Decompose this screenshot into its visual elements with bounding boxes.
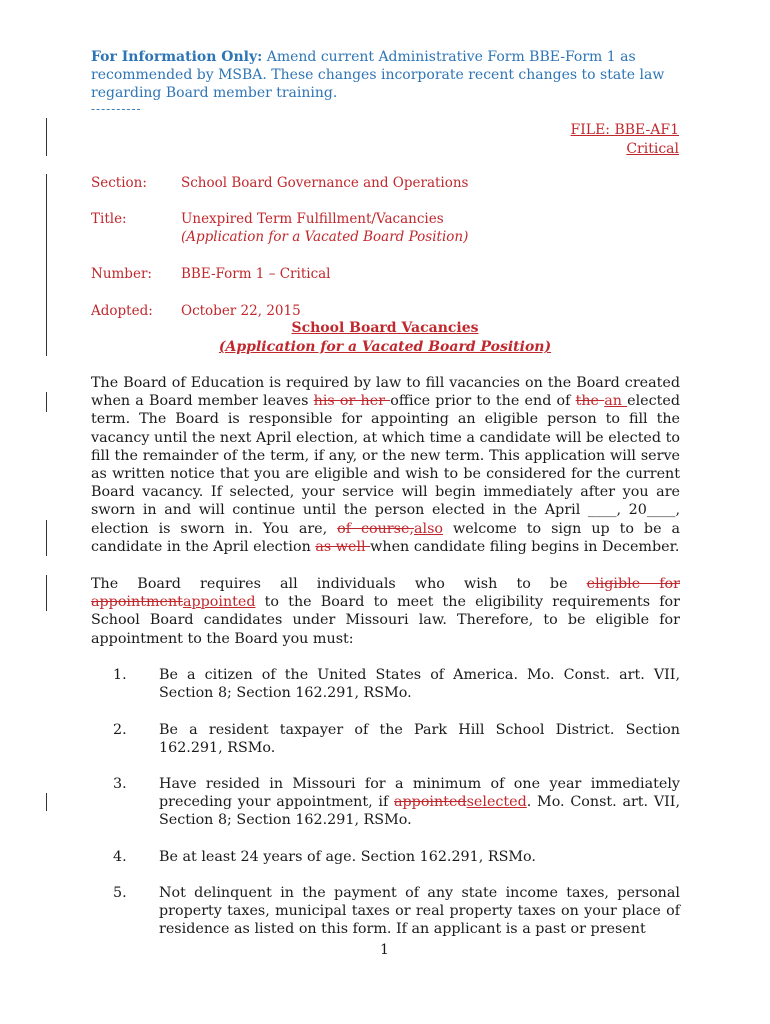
item-number: 3. [113,776,127,792]
inserted-text: selected [466,794,527,811]
item-number: 4. [113,849,127,865]
item-text: Be a citizen of the United States of America. Mo. Const. art. VII, Section 8; Section 162.291, RSMo. [159,667,680,702]
item-number: 5. [113,885,127,901]
item-number: 1. [113,667,127,683]
text-run: welcome to sign up to be a candidate in the April election [91,520,680,555]
title-label: Title: [91,211,127,227]
paragraph-requirements [91,575,680,648]
title-main: School Board Vacancies [291,320,479,336]
section-label: Section: [91,175,147,191]
text-run: elected term. The Board is responsible for appointing an eligible person to fill the vacancy until the next April election, at which time a candidate will be elected to fill the remainder of the term, if any, or the new term. This application will serve as written notice that you are eligible and wish to be considered for the current Board vacancy. If selected, your service will begin immediately after you are sworn in and will continue until the person elected in the April ____, 20____, election is sworn in. You are, [91,393,680,537]
item-text: Not delinquent in the payment of any state income taxes, personal property taxes, municipal taxes or real property taxes on your place of residence as listed on this form. If an applicant is a past or present [159,885,680,938]
change-bar [46,392,47,412]
item-text: Be a resident taxpayer of the Park Hill School District. Section 162.291, RSMo. [159,722,680,757]
number-value: BBE-Form 1 – Critical [181,266,331,282]
text-run: The Board of Education is required by law to fill vacancies on the Board created when a Board member leaves [91,375,680,410]
deleted-text: of course, [337,520,414,537]
change-bar [46,520,47,556]
text-run: The Board requires all individuals who wish to be [91,576,587,592]
text-run: Have resided in Missouri for a minimum of one year immediately preceding your appointment, if [159,776,680,811]
document-title [91,319,679,357]
note-separator: ---------- [91,102,142,116]
deleted-text: the [575,393,605,410]
deleted-text: eligible for appointment [91,576,680,611]
note-text: Amend current Administrative Form BBE-Form 1 as recommended by MSBA. These changes incorporate recent changes to state law regarding Board member training. [91,49,665,101]
file-label: FILE: BBE-AF1 [570,122,679,138]
deleted-text: as well [315,538,371,555]
item-text [159,775,680,830]
change-bar [46,118,47,156]
section-value: School Board Governance and Operations [181,175,469,191]
file-reference [571,121,679,159]
title-value: Unexpired Term Fulfillment/Vacancies [181,211,444,227]
deleted-text: his or her [313,393,391,410]
item-text: Be at least 24 years of age. Section 162.291, RSMo. [159,849,536,865]
text-run: when candidate filing begins in December. [370,538,680,555]
text-run: office prior to the end of [390,393,576,410]
file-category: Critical [626,141,679,157]
deleted-text: appointed [394,794,467,811]
item-number: 2. [113,722,127,738]
page-number: 1 [380,942,389,958]
inserted-text: also [413,520,444,537]
change-bar [46,575,47,611]
change-bar [46,793,47,811]
adopted-label: Adopted: [91,303,153,319]
change-bar [46,174,47,356]
text-run: to the Board to meet the eligibility requirements for School Board candidates under Missouri law. Therefore, to be eligible for appointment to the Board you must: [91,594,680,647]
information-note [91,48,681,102]
text-run: . Mo. Const. art. VII, Section 8; Section 162.291, RSMo. [159,794,680,829]
title-value-2: (Application for a Vacated Board Position) [181,229,469,245]
number-label: Number: [91,266,152,282]
note-label: For Information Only: [91,49,263,65]
title-sub: (Application for a Vacated Board Position) [218,339,552,355]
inserted-text: an [604,393,628,410]
inserted-text: appointed [182,594,256,611]
adopted-value: October 22, 2015 [181,303,301,319]
paragraph-intro [91,374,680,556]
